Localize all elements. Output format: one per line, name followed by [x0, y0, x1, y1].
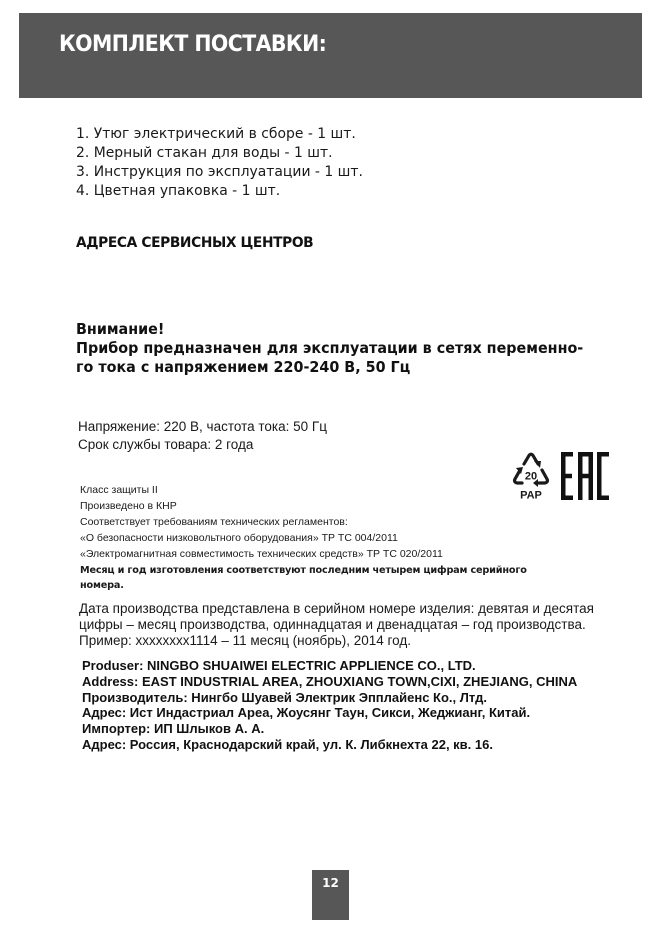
specs-block — [78, 418, 327, 454]
address-en: Address: EAST INDUSTRIAL AREA, ZHOUXIANG TOWN,CIXI, ZHEJIANG, CHINA — [82, 673, 578, 689]
page-number-box — [312, 870, 349, 920]
service-centers-heading: АДРЕСА СЕРВИСНЫХ ЦЕНТРОВ — [76, 235, 314, 251]
regulation-line: «Электромагнитная совместимость технических средств» ТР ТС 020/2011 — [80, 547, 443, 560]
list-item: 1. Утюг электрический в сборе - 1 шт. — [76, 126, 356, 142]
list-item: 3. Инструкция по эксплуатации - 1 шт. — [76, 164, 363, 180]
date-line: Дата производства представлена в серийном номере изделия: девятая и десятая — [79, 601, 594, 616]
page-title: КОМПЛЕКТ ПОСТАВКИ: — [59, 32, 327, 57]
list-item: 2. Мерный стакан для воды - 1 шт. — [76, 145, 333, 161]
svg-text:PAP: PAP — [520, 489, 542, 501]
service-life-spec: Срок службы товара: 2 года — [78, 437, 254, 452]
serial-note: Месяц и год изготовления соответствуют последним четырем цифрам серийного — [80, 564, 527, 576]
kit-contents-list — [76, 125, 375, 201]
page-number: 12 — [322, 876, 339, 890]
regulations-intro: Соответствует требованиям технических регламентов: — [80, 515, 348, 528]
date-line: цифры – месяц производства, одиннадцатая и двенадцатая – год производства. — [79, 617, 586, 632]
svg-text:20: 20 — [524, 470, 538, 483]
importer: Импортер: ИП Шлыков А. А. — [82, 721, 265, 737]
date-example: Пример: xxxxxxxx1114 – 11 месяц (ноябрь), 2014 год. — [79, 633, 411, 648]
importer-address: Адрес: Россия, Краснодарский край, ул. К. Либкнехта 22, кв. 16. — [82, 736, 493, 752]
list-item: 4. Цветная упаковка - 1 шт. — [76, 183, 281, 199]
manufacturer-block — [82, 658, 577, 753]
protection-class: Класс защиты II — [80, 484, 158, 496]
regulation-line: «О безопасности низковольтного оборудования» ТР ТС 004/2011 — [80, 531, 398, 544]
production-date-block — [79, 601, 594, 649]
country-of-origin: Произведено в КНР — [80, 499, 177, 512]
address-ru: Адрес: Ист Индастриал Ареа, Жоусянг Таун, Сикси, Жеджианг, Китай. — [82, 705, 531, 721]
warning-title: Внимание! — [76, 320, 165, 338]
warning-block — [76, 320, 607, 377]
producer-ru: Производитель: Нингбо Шуавей Электрик Эпплайенс Ко., Лтд. — [82, 689, 487, 705]
warning-line: Прибор предназначен для эксплуатации в сетях переменно- — [76, 339, 584, 357]
serial-note: номера. — [80, 580, 124, 592]
voltage-spec: Напряжение: 220 В, частота тока: 50 Гц — [78, 419, 327, 434]
compliance-block — [80, 483, 541, 594]
producer-en: Produser: NINGBO SHUAIWEI ELECTRIC APPLIENCE CO., LTD. — [82, 658, 476, 673]
warning-line: го тока с напряжением 220-240 В, 50 Гц — [76, 358, 411, 376]
eac-mark-icon — [561, 452, 609, 500]
